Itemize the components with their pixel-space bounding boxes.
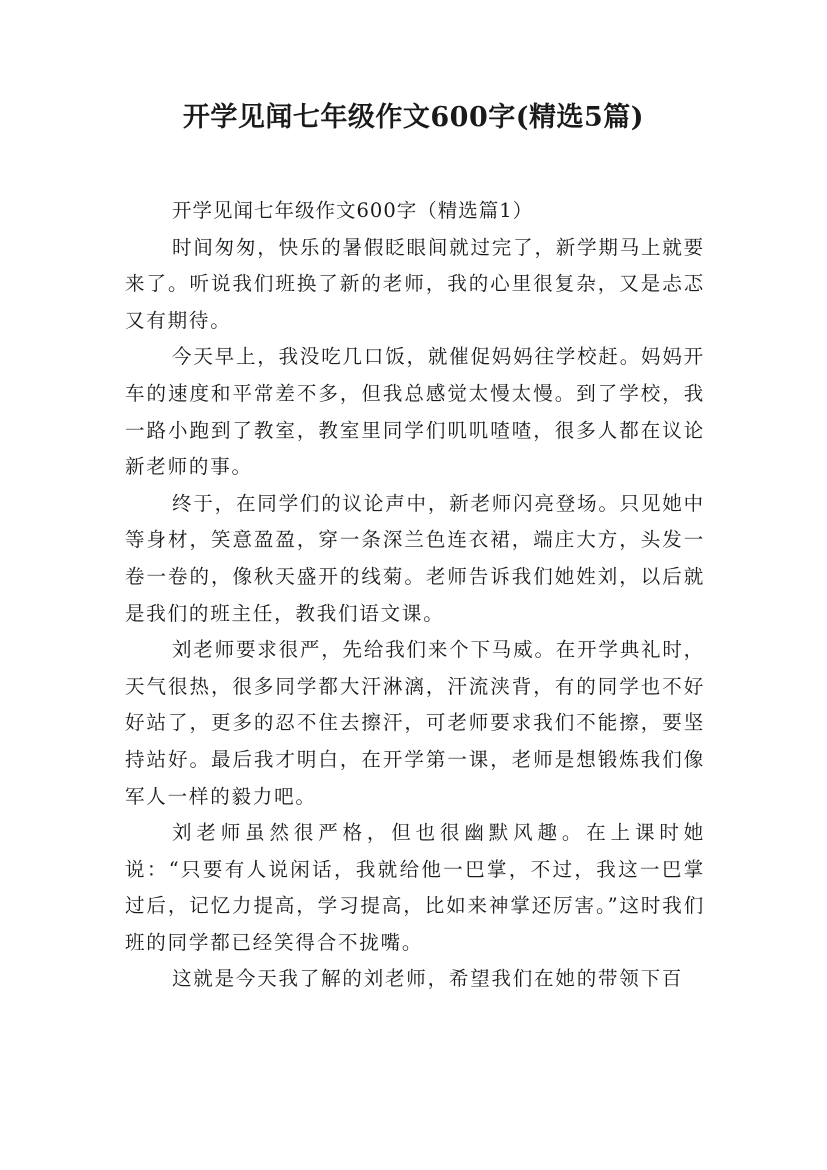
paragraph-5: 刘老师虽然很严格，但也很幽默风趣。在上课时她说：“只要有人说闲话，我就给他一巴掌，不过，我这一巴掌过后，记忆力提高，学习提高，比如来神掌还厉害。”这时我们班的同学都已经笑得合不拢嘴。 [125, 821, 705, 954]
document-title: 开学见闻七年级作文600字(精选5篇) [182, 102, 645, 133]
paragraph-4: 刘老师要求很严，先给我们来个下马威。在开学典礼时，天气很热，很多同学都大汗淋漓，汗流浃背，有的同学也不好好站了，更多的忍不住去擦汗，可老师要求我们不能擦，要坚持站好。最后我才明白，在开学第一课，老师是想锻炼我们像军人一样的毅力吧。 [125, 638, 705, 808]
paragraph-1: 时间匆匆，快乐的暑假眨眼间就过完了，新学期马上就要来了。听说我们班换了新的老师，我的心里很复杂，又是忐忑又有期待。 [125, 235, 705, 332]
paragraph-2: 今天早上，我没吃几口饭，就催促妈妈往学校赶。妈妈开车的速度和平常差不多，但我总感觉太慢太慢。到了学校，我一路小跑到了教室，教室里同学们叽叽喳喳，很多人都在议论新老师的事。 [125, 345, 705, 479]
paragraph-6: 这就是今天我了解的刘老师，希望我们在她的带领下百 [172, 967, 684, 991]
paragraph-3: 终于，在同学们的议论声中，新老师闪亮登场。只见她中等身材，笑意盈盈，穿一条深兰色连衣裙，端庄大方，头发一卷一卷的，像秋天盛开的线菊。老师告诉我们她姓刘，以后就是我们的班主任，教我们语文课。 [125, 491, 705, 625]
document-body [125, 193, 705, 998]
section-heading: 开学见闻七年级作文600字（精选篇1） [172, 199, 534, 222]
